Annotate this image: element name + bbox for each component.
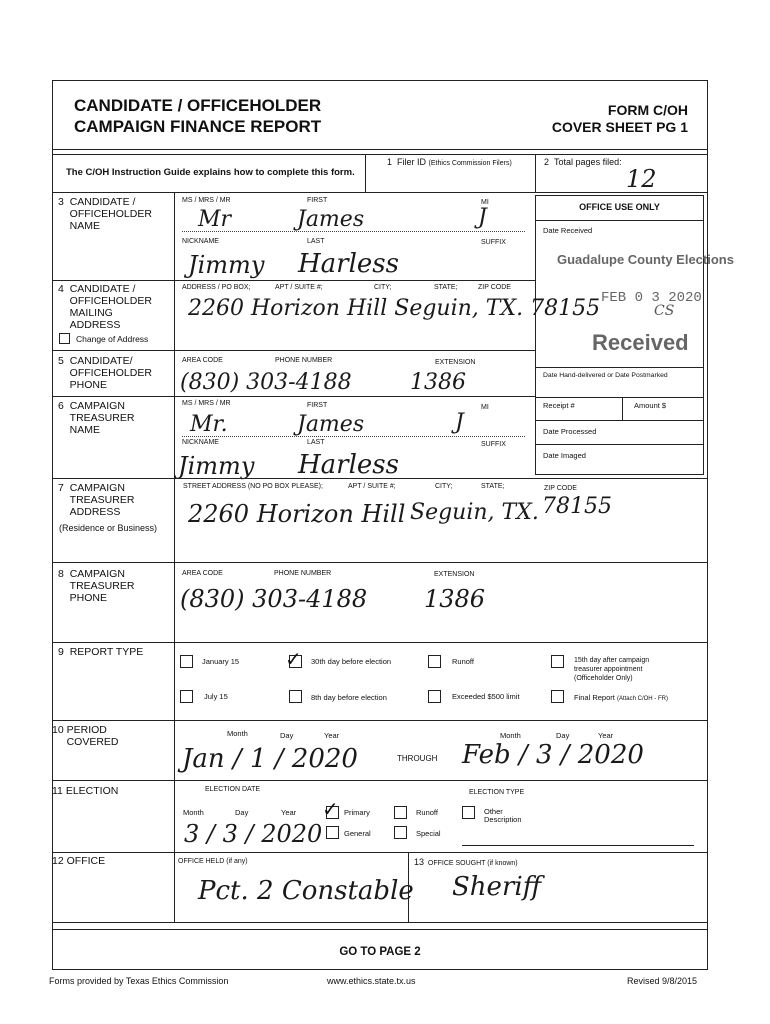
s3-first-value[interactable]: James (297, 207, 365, 232)
s7-city-label: CITY; (435, 483, 453, 490)
office-use-title: OFFICE USE ONLY (579, 202, 660, 212)
change-address-checkbox[interactable] (59, 333, 70, 344)
stamp-initials: CS (654, 303, 675, 319)
amount-label: Amount $ (634, 401, 667, 410)
s3-label: 3 CANDIDATE / OFFICEHOLDER NAME (58, 196, 152, 232)
s10-from-month-label: Month (227, 729, 248, 738)
s8-ext-value[interactable]: 1386 (424, 585, 486, 613)
s8-ext-label: EXTENSION (434, 571, 475, 578)
election-primary-label: Primary (344, 808, 370, 817)
report-jan15-label: January 15 (202, 657, 240, 666)
report-30th-label: 30th day before election (311, 657, 392, 666)
s7-residence-note: (Residence or Business) (59, 523, 158, 533)
s10-label: 10 PERIOD COVERED (52, 724, 119, 748)
s7-label: 7 CAMPAIGN TREASURER ADDRESS (58, 482, 135, 518)
s5-ext-value[interactable]: 1386 (410, 370, 466, 395)
s5-label: 5 CANDIDATE/ OFFICEHOLDER PHONE (58, 355, 152, 391)
s5-area-label: AREA CODE (182, 357, 223, 364)
report-runoff-label: Runoff (452, 657, 474, 666)
stamp-county: Guadalupe County Elections (557, 252, 734, 267)
report-final-label: Final Report (Attach C/OH - FR) (574, 693, 668, 702)
s6-mi-label: MI (481, 404, 489, 411)
s3-nick-label: NICKNAME (182, 238, 219, 245)
s7-city-value[interactable]: Seguin, TX. (410, 500, 539, 525)
s3-suffix-label: SUFFIX (481, 239, 506, 246)
s8-label: 8 CAMPAIGN TREASURER PHONE (58, 568, 135, 604)
s3-last-value[interactable]: Harless (298, 249, 399, 279)
election-runoff-label: Runoff (416, 808, 438, 817)
report-jul15-label: July 15 (204, 692, 228, 701)
s6-last-label: LAST (307, 439, 325, 446)
go-to-page-2: GO TO PAGE 2 (339, 946, 421, 958)
s6-suffix-label: SUFFIX (481, 441, 506, 448)
s3-mi-value[interactable]: J (478, 205, 487, 230)
election-runoff-checkbox[interactable] (394, 806, 407, 819)
s3-first-label: FIRST (307, 197, 328, 204)
s10-to-year-label: Year (598, 731, 614, 740)
report-jul15-checkbox[interactable] (180, 690, 193, 703)
form-subtitle: COVER SHEET PG 1 (551, 119, 688, 135)
s13-sought-value[interactable]: Sheriff (452, 872, 542, 902)
date-received-label: Date Received (543, 226, 593, 235)
report-15th-checkbox[interactable] (551, 655, 564, 668)
s6-last-value[interactable]: Harless (298, 450, 399, 480)
s11-date-value[interactable]: 3 / 3 / 2020 (184, 820, 323, 848)
s10-from-day-label: Day (280, 731, 294, 740)
election-general-label: General (344, 829, 371, 838)
report-15th-label: 15th day after campaign treasurer appointment (Officeholder Only) (574, 657, 650, 682)
s12-label: 12 OFFICE (52, 855, 106, 867)
form-title-line2: CAMPAIGN FINANCE REPORT (74, 117, 322, 136)
s10-from-value[interactable]: Jan / 1 / 2020 (182, 744, 358, 774)
s6-ms-label: MS / MRS / MR (182, 400, 231, 407)
change-address-label: Change of Address (76, 334, 149, 344)
filer-id-label: 1 Filer ID (Ethics Commission Filers) (387, 157, 512, 167)
s10-through-label: THROUGH (397, 754, 438, 763)
s9-label: 9 REPORT TYPE (58, 646, 144, 658)
s8-phone-value[interactable]: (830) 303-4188 (180, 585, 368, 613)
s8-area-label: AREA CODE (182, 570, 223, 577)
stamp-received: Received (592, 330, 689, 355)
report-30th-check-icon: ✓ (285, 647, 302, 671)
s5-ext-label: EXTENSION (435, 359, 476, 366)
date-imaged-label: Date Imaged (543, 451, 586, 460)
s4-apt-label: APT / SUITE #; (275, 284, 323, 291)
s4-addr-label: ADDRESS / PO BOX; (182, 284, 251, 291)
date-processed-label: Date Processed (543, 427, 597, 436)
election-primary-check-icon: ✓ (322, 797, 339, 821)
report-final-checkbox[interactable] (551, 690, 564, 703)
s7-street-value[interactable]: 2260 Horizon Hill (188, 500, 406, 528)
receipt-label: Receipt # (543, 401, 575, 410)
s3-last-label: LAST (307, 238, 325, 245)
form-title-line1: CANDIDATE / OFFICEHOLDER (74, 96, 322, 115)
s6-nick-label: NICKNAME (182, 439, 219, 446)
report-8th-checkbox[interactable] (289, 690, 302, 703)
s10-from-year-label: Year (324, 731, 340, 740)
s5-phone-label: PHONE NUMBER (275, 357, 333, 364)
s7-state-label: STATE; (481, 483, 505, 490)
s12-held-value[interactable]: Pct. 2 Constable (198, 876, 414, 906)
s10-to-value[interactable]: Feb / 3 / 2020 (462, 740, 644, 770)
s6-first-value[interactable]: James (297, 412, 365, 437)
s12-held-label: OFFICE HELD (if any) (178, 858, 248, 865)
s6-nick-value[interactable]: Jimmy (178, 452, 255, 480)
s11-date-label: ELECTION DATE (205, 786, 261, 793)
total-pages-label: 2 Total pages filed: (544, 157, 622, 167)
election-special-label: Special (416, 829, 441, 838)
s7-zip-label: ZIP CODE (544, 485, 577, 492)
s5-phone-value[interactable]: (830) 303-4188 (180, 370, 352, 395)
s10-to-day-label: Day (556, 731, 570, 740)
s3-ms-value[interactable]: Mr (198, 207, 232, 232)
s4-city-label: CITY; (374, 284, 392, 291)
report-jan15-checkbox[interactable] (180, 655, 193, 668)
election-general-checkbox[interactable] (326, 826, 339, 839)
footer-right: Revised 9/8/2015 (627, 976, 698, 986)
s3-mi-label: MI (481, 199, 489, 206)
s4-state-label: STATE; (434, 284, 458, 291)
s11-type-label: ELECTION TYPE (469, 789, 525, 796)
s7-zip-value[interactable]: 78155 (542, 494, 612, 519)
s7-street-label: STREET ADDRESS (NO PO BOX PLEASE); (183, 483, 323, 490)
s7-apt-label: APT / SUITE #; (348, 483, 396, 490)
s6-mi-value[interactable]: J (455, 410, 464, 435)
report-exceeded-label: Exceeded $500 limit (452, 692, 520, 701)
s6-label: 6 CAMPAIGN TREASURER NAME (58, 400, 135, 436)
instruction-text: The C/OH Instruction Guide explains how to complete this form. (66, 167, 355, 178)
s11-month-label: Month (183, 808, 204, 817)
s4-zip-label: ZIP CODE (478, 284, 511, 291)
s11-label: 11 ELECTION (52, 785, 119, 797)
s13-label: 13 OFFICE SOUGHT (if known) (414, 857, 518, 867)
s4-address-value[interactable]: 2260 Horizon Hill Seguin, TX. 78155 (188, 296, 601, 321)
s6-ms-value[interactable]: Mr. (190, 412, 228, 437)
report-8th-label: 8th day before election (311, 693, 387, 702)
hand-delivered-label: Date Hand-delivered or Date Postmarked (543, 372, 668, 379)
s6-first-label: FIRST (307, 402, 328, 409)
stamp-date: FEB 0 3 2020 (601, 290, 702, 306)
report-runoff-checkbox[interactable] (428, 655, 441, 668)
s3-ms-label: MS / MRS / MR (182, 197, 231, 204)
footer-left: Forms provided by Texas Ethics Commission (49, 976, 229, 986)
s11-day-label: Day (235, 808, 249, 817)
footer-center[interactable]: www.ethics.state.tx.us (327, 976, 416, 986)
s3-nick-value[interactable]: Jimmy (188, 251, 265, 279)
election-special-checkbox[interactable] (394, 826, 407, 839)
s11-year-label: Year (281, 808, 297, 817)
report-exceeded-checkbox[interactable] (428, 690, 441, 703)
total-pages-value[interactable]: 12 (626, 165, 657, 193)
election-other-checkbox[interactable] (462, 806, 475, 819)
election-other-label: Other Description (484, 807, 522, 824)
s8-phone-label: PHONE NUMBER (274, 570, 332, 577)
s10-to-month-label: Month (500, 731, 521, 740)
form-id: FORM C/OH (607, 102, 688, 118)
s4-label: 4 CANDIDATE / OFFICEHOLDER MAILING ADDRESS (58, 283, 152, 331)
